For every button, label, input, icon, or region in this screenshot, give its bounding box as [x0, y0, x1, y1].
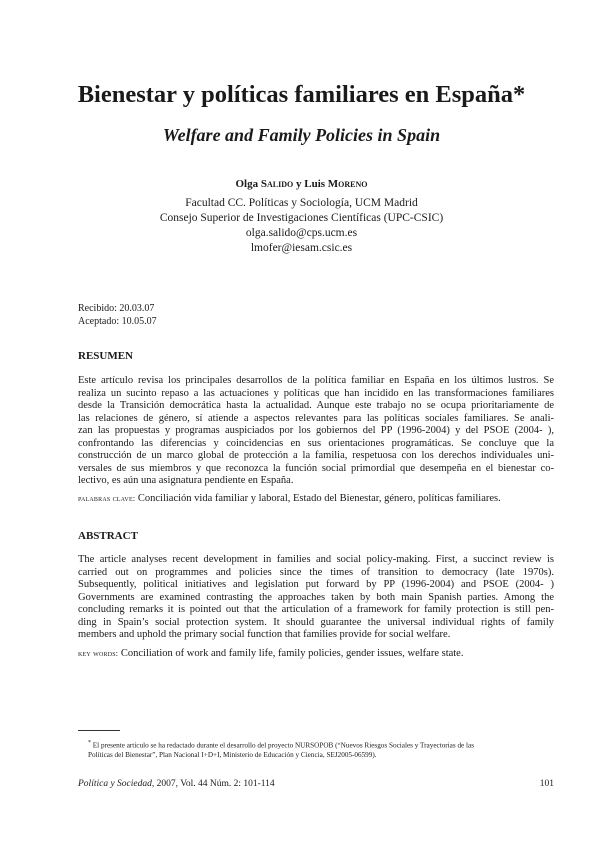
abstract-line: members and uphold the primary social function that families provide for social welfare. [78, 629, 451, 640]
resumen-line: realiza un sucinto repaso a las actuaciones y políticas que han incidido en las transformaciones familiares [78, 387, 554, 399]
affiliation-block [0, 196, 603, 256]
author-1-given: Olga [235, 178, 259, 190]
footnote-text-1: El presente artículo se ha redactado durante el desarrollo del proyecto NURSOPOB (“Nuevos Riesgos Sociales y Trayectorias de las [92, 741, 475, 750]
resumen-keywords [78, 492, 558, 505]
abstract-line: concluding remarks it is pointed out that the articulation of a framework for family protection is still pen- [78, 604, 554, 615]
author-2-surname: Moreno [327, 178, 368, 190]
resumen-line: desde la Transición democrática hasta la actualidad. Aunque este trabajo no se ocupa prioritariamente de [78, 400, 554, 411]
abstract-line: carried out on programmes and policies since the times of transition to democracy (late 1970s). [78, 566, 554, 578]
email-1: olga.salido@cps.ucm.es [245, 227, 358, 239]
author-2-given: Luis [304, 178, 326, 190]
resumen-heading: RESUMEN [78, 350, 134, 362]
abstract-keywords [78, 647, 558, 660]
article-subtitle: Welfare and Family Policies in Spain [162, 125, 441, 145]
resumen-line: construcción de un marco global de protección a la familia, respetuosa con los derechos individuales uni- [78, 450, 554, 461]
page-footer [78, 778, 554, 790]
keywords-text: Conciliación vida familiar y laboral, Estado del Bienestar, género, políticas familiares. [137, 493, 501, 504]
abstract-line: Subsequently, political initiatives and legislation put forward by PP (1996-2004) and PSOE (2004- ) [78, 579, 554, 590]
resumen-line: Este artículo revisa los principales desarrollos de la política familiar en España en los últimos lustros. Se [78, 375, 554, 386]
keywords-label: palabras clave: [78, 494, 136, 503]
page-number: 101 [539, 779, 554, 789]
resumen-line: confrontando las diferencias y coincidencias en sus orientaciones programáticas. Se concluye que la [78, 437, 554, 449]
journal-citation: , 2007, Vol. 44 Núm. 2: 101-114 [151, 779, 275, 789]
received-date: Recibido: 20.03.07 [78, 303, 155, 314]
email-2: lmofer@iesam.csic.es [250, 242, 353, 254]
resumen-line: lectivo, es aún una asignatura pendiente en España. [78, 475, 294, 486]
abstract-line: Governments are examined contrasting the approaches taken by both main Spanish parties. Among the [78, 591, 554, 603]
resumen-line: las relaciones de género, sí atiende a aspectos relevantes para las políticas sociales familiares. Se anali- [78, 412, 554, 424]
footnote-line-2: Políticas del Bienestar”, Plan Nacional I+D+I, Ministerio de Educación y Ciencia, SEJ2005-06599). [88, 750, 377, 759]
footnote [88, 739, 554, 760]
keywords-text: Conciliation of work and family life, family policies, gender issues, welfare state. [120, 648, 464, 659]
affiliation-line-2: Consejo Superior de Investigaciones Científicas (UPC-CSIC) [159, 212, 444, 224]
author-1-surname: Salido [260, 178, 294, 190]
resumen-line: zan las propuestas y programas auspiciados por los gobiernos del PP (1996-2004) y del PSOE (2004- ), [78, 425, 554, 436]
footnote-rule [78, 730, 120, 731]
affiliation-line-1: Facultad CC. Políticas y Sociología, UCM Madrid [185, 197, 418, 209]
abstract-paragraph [78, 554, 554, 642]
author-conjunction: y [295, 178, 302, 190]
abstract-heading: ABSTRACT [78, 530, 138, 542]
abstract-line: The article analyses recent development in families and social policy-making. First, a succinct review is [78, 554, 554, 565]
footnote-line-1 [88, 739, 554, 751]
abstract-line: ding in Spain’s social protection system. It should guarantee the universal individual rights of family [78, 616, 554, 628]
article-title: Bienestar y políticas familiares en España* [77, 81, 526, 108]
journal-name: Política y Sociedad [78, 779, 152, 789]
accepted-date: Aceptado: 10.05.07 [78, 316, 157, 327]
resumen-line: versales de sus miembros y que reconozca la función social primordial que desempeña en el bienestar co- [78, 462, 554, 474]
author-line [0, 177, 603, 191]
dates-block [78, 302, 157, 328]
resumen-paragraph [78, 375, 554, 488]
footnote-marker: * [88, 740, 91, 746]
keywords-label: key words: [78, 649, 119, 658]
